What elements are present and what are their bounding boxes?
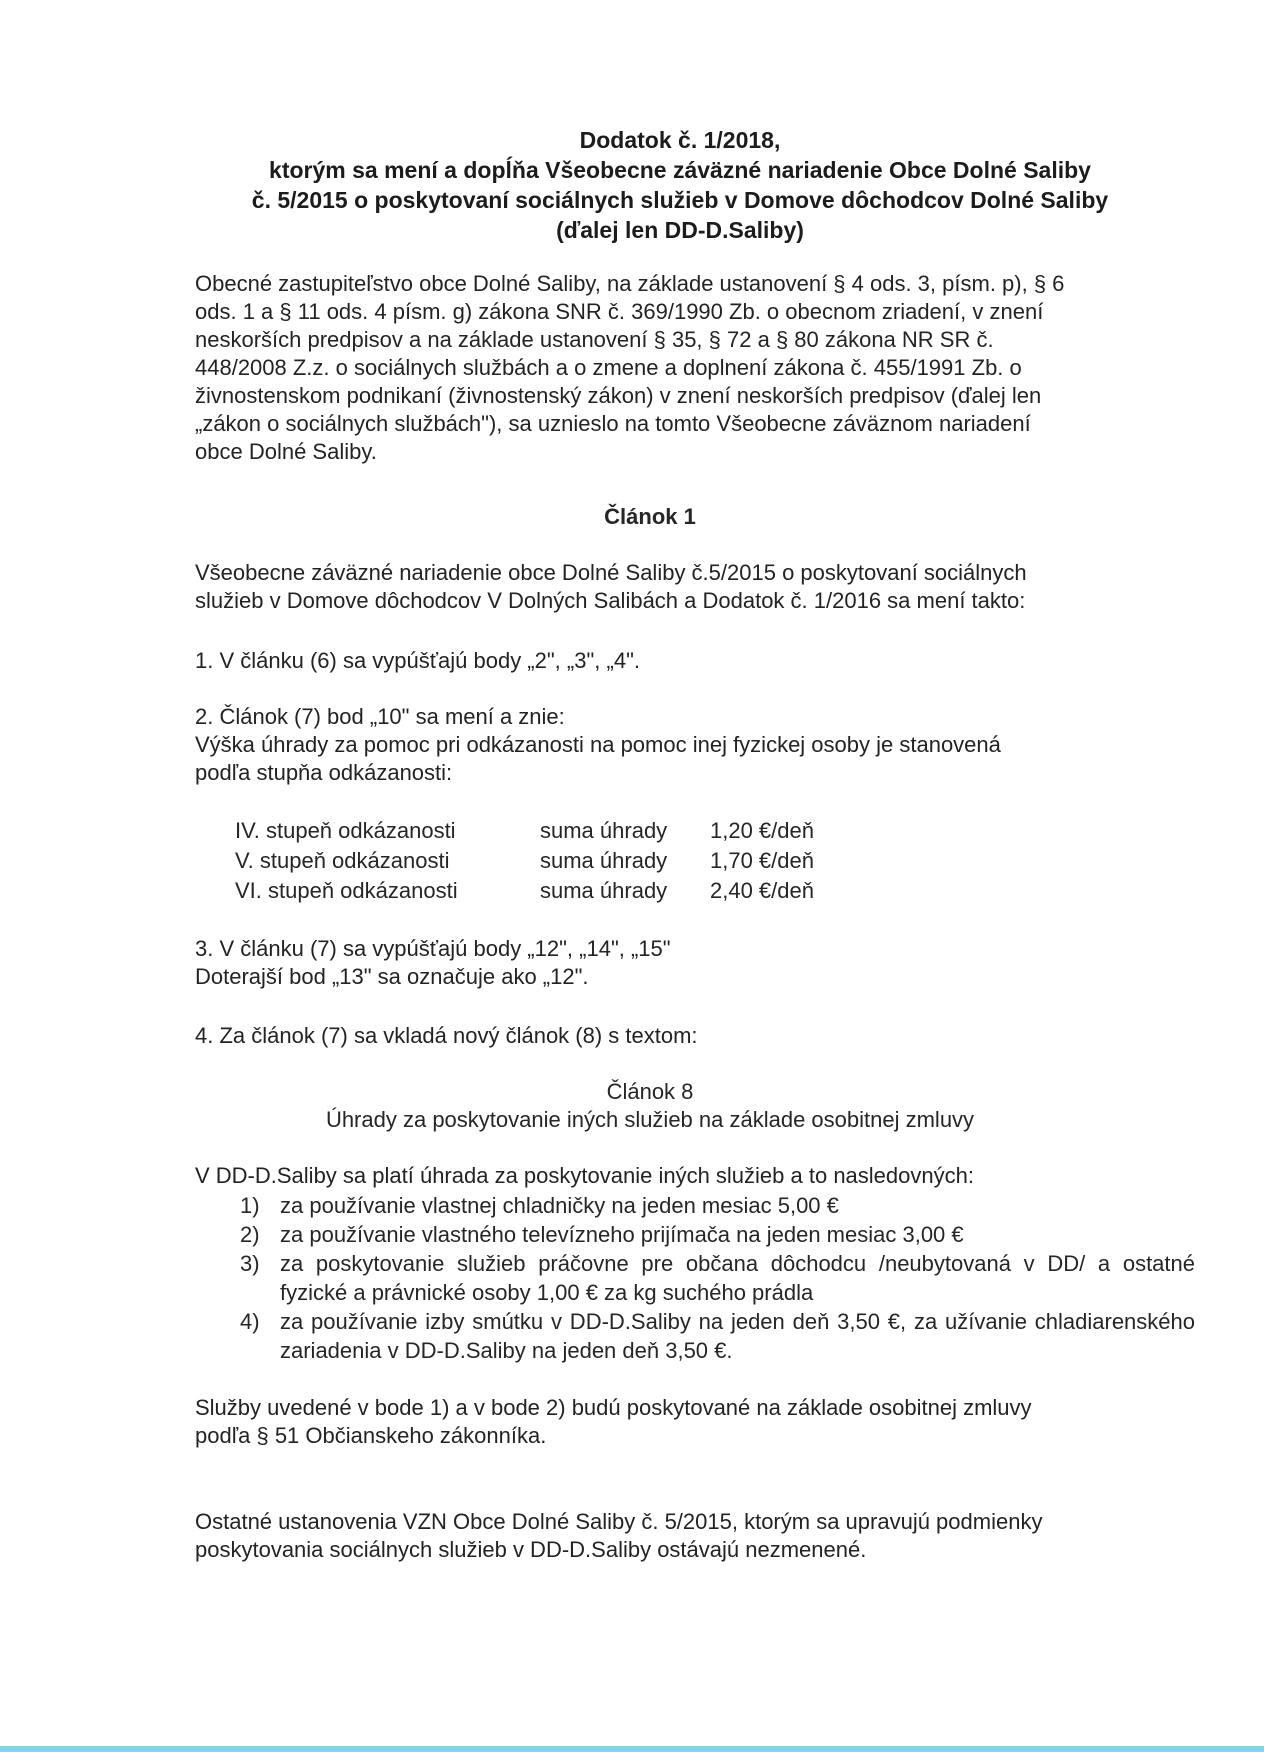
tier-amount: 1,70 €/deň: [710, 848, 814, 873]
tier-amount: 1,20 €/deň: [710, 818, 814, 843]
item-text: za používanie izby smútku v DD-D.Saliby na jeden deň 3,50 €, za užívanie chladiarenského zariadenia v DD-D.Saliby na jeden deň 3,50 €.: [280, 1309, 1195, 1363]
fee-tier-row: [235, 878, 814, 908]
item-text: za používanie vlastného televízneho prijímača na jeden mesiac 3,00 €: [280, 1222, 964, 1247]
preamble-line: živnostenskom podnikaní (živnostenský zákon) v znení neskorších predpisov (ďalej len: [195, 383, 1042, 408]
service-fee-item: [240, 1191, 1195, 1220]
closing-line: poskytovania sociálnych služieb v DD-D.Saliby ostávajú nezmenené.: [195, 1537, 867, 1562]
tier-amount: 2,40 €/deň: [710, 878, 814, 903]
preamble-line: ods. 1 a § 11 ods. 4 písm. g) zákona SNR č. 369/1990 Zb. o obecnom zriadení, v znení: [195, 299, 1044, 324]
amendment-item-1: 1. V článku (6) sa vypúšťajú body „2", „3", „4".: [195, 648, 640, 673]
amendment-item-2-text: Výška úhrady za pomoc pri odkázanosti na pomoc inej fyzickej osoby je stanovená: [195, 732, 1001, 757]
item-number: 2): [240, 1222, 260, 1247]
amendment-item-2-heading: 2. Článok (7) bod „10" sa mení a znie:: [195, 704, 565, 729]
article-8-note-line: podľa § 51 Občianskeho zákonníka.: [195, 1423, 547, 1448]
service-fee-item: [240, 1307, 1195, 1365]
closing-line: Ostatné ustanovenia VZN Obce Dolné Saliby č. 5/2015, ktorým sa upravujú podmienky: [195, 1509, 1043, 1534]
amendment-item-3-note: Doterajší bod „13" sa označuje ako „12".: [195, 964, 589, 989]
preamble-line: obce Dolné Saliby.: [195, 439, 377, 464]
document-subtitle-line: č. 5/2015 o poskytovaní sociálnych služieb v Domove dôchodcov Dolné Saliby: [251, 187, 1109, 213]
preamble-line: Obecné zastupiteľstvo obce Dolné Saliby, na základe ustanovení § 4 ods. 3, písm. p), § 6: [195, 271, 1065, 296]
preamble-line: 448/2008 Z.z. o sociálnych službách a o zmene a doplnení zákona č. 455/1991 Zb. o: [195, 355, 1022, 380]
amendment-item-3: 3. V článku (7) sa vypúšťajú body „12", „14", „15": [195, 936, 671, 961]
article-heading: Článok 1: [604, 504, 696, 529]
article-intro-line: služieb v Domove dôchodcov V Dolných Salibách a Dodatok č. 1/2016 sa mení takto:: [195, 588, 1026, 613]
tier-level: IV. stupeň odkázanosti: [235, 818, 456, 843]
item-text: za používanie vlastnej chladničky na jeden mesiac 5,00 €: [280, 1193, 839, 1218]
document-subtitle-line: (ďalej len DD-D.Saliby): [556, 217, 804, 243]
amendment-item-2-text: podľa stupňa odkázanosti:: [195, 760, 453, 785]
service-fee-item: [240, 1249, 1195, 1307]
tier-level: V. stupeň odkázanosti: [235, 848, 450, 873]
article-intro-line: Všeobecne záväzné nariadenie obce Dolné Saliby č.5/2015 o poskytovaní sociálnych: [195, 560, 1027, 585]
tier-level: VI. stupeň odkázanosti: [235, 878, 458, 903]
amendment-item-4: 4. Za článok (7) sa vkladá nový článok (8) s textom:: [195, 1023, 698, 1048]
item-text: za poskytovanie služieb práčovne pre občana dôchodcu /neubytovaná v DD/ a ostatné fyzické a právnické osoby 1,00 € za kg suchého prádla: [280, 1251, 1195, 1305]
document-subtitle-line: ktorým sa mení a dopĺňa Všeobecne záväzné nariadenie Obce Dolné Saliby: [269, 157, 1091, 183]
tier-label: suma úhrady: [540, 878, 668, 903]
tier-label: suma úhrady: [540, 848, 668, 873]
article-8-heading: Článok 8: [606, 1079, 694, 1104]
fee-tier-row: [235, 848, 814, 878]
tier-label: suma úhrady: [540, 818, 668, 843]
article-8-subheading: Úhrady za poskytovanie iných služieb na základe osobitnej zmluvy: [325, 1107, 975, 1132]
article-8-note-line: Služby uvedené v bode 1) a v bode 2) budú poskytované na základe osobitnej zmluvy: [195, 1395, 1032, 1420]
preamble-line: „zákon o sociálnych službách"), sa uznieslo na tomto Všeobecne záväznom nariadení: [195, 411, 1031, 436]
fee-tier-row: [235, 818, 814, 848]
item-number: 4): [240, 1309, 260, 1334]
service-fee-item: [240, 1220, 1195, 1249]
item-number: 3): [240, 1251, 260, 1276]
scan-edge-strip: [0, 1746, 1264, 1752]
item-number: 1): [240, 1193, 260, 1218]
article-8-intro: V DD-D.Saliby sa platí úhrada za poskytovanie iných služieb a to nasledovných:: [195, 1163, 974, 1188]
fee-tier-table: [235, 818, 814, 908]
document-title: Dodatok č. 1/2018,: [579, 127, 781, 153]
preamble-line: neskorších predpisov a na základe ustanovení § 35, § 72 a § 80 zákona NR SR č.: [195, 327, 994, 352]
